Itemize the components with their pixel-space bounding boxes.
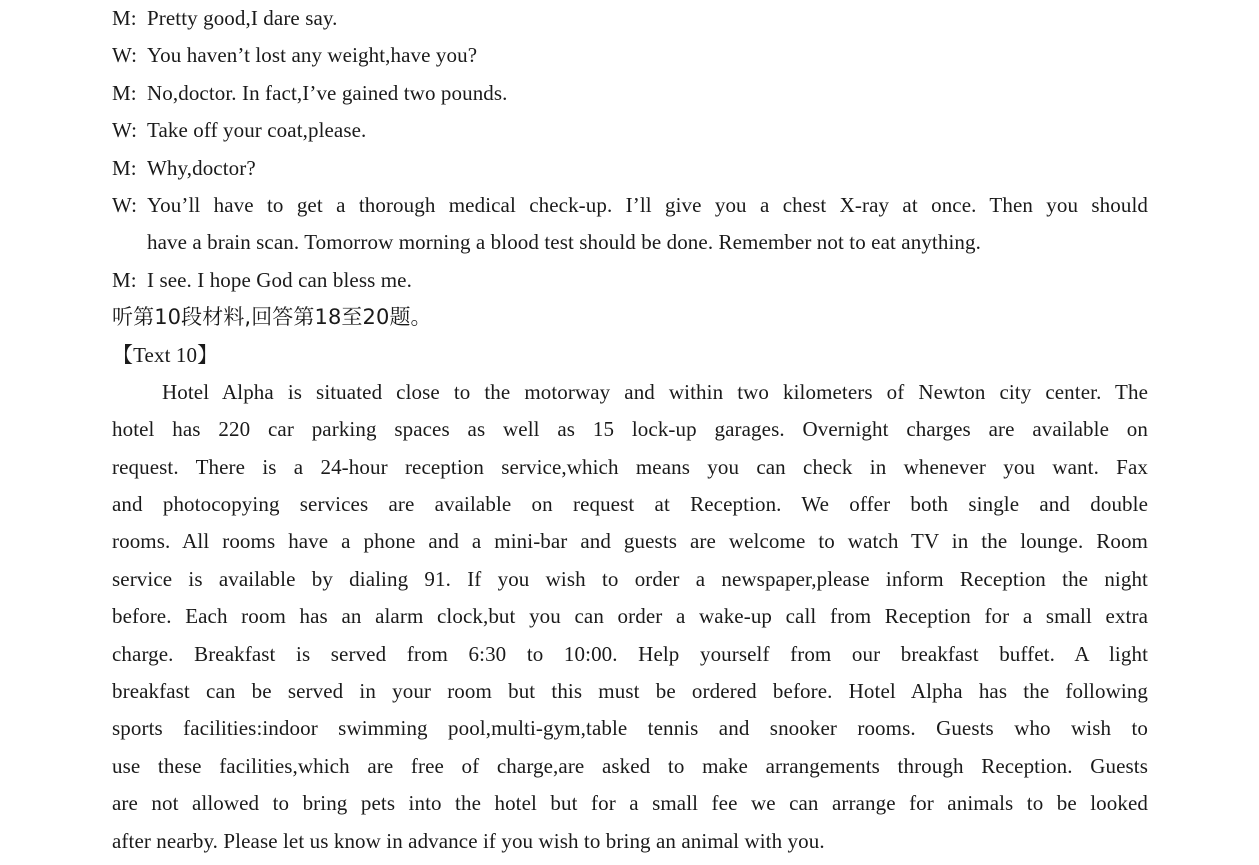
passage-line: sports facilities:indoor swimming pool,multi-gym,table tennis and snooker rooms. Guests who wish to bbox=[112, 716, 1148, 741]
dialogue-text: Why,doctor? bbox=[147, 155, 256, 180]
passage-line: charge. Breakfast is served from 6:30 to 10:00. Help yourself from our breakfast buffet. A light bbox=[112, 641, 1148, 666]
passage-line: before. Each room has an alarm clock,but you can order a wake-up call from Reception for a small extra bbox=[112, 604, 1148, 629]
dialogue-line bbox=[112, 75, 1148, 112]
speaker-label: M: bbox=[112, 155, 137, 180]
dialogue-line bbox=[112, 262, 1148, 299]
passage-line: and photocopying services are available on request at Reception. We offer both single and double bbox=[112, 492, 1148, 517]
passage-line: are not allowed to bring pets into the hotel but for a small fee we can arrange for animals to be looked bbox=[112, 791, 1148, 816]
passage-line: Hotel Alpha is situated close to the motorway and within two kilometers of Newton city center. The bbox=[162, 379, 1148, 404]
speaker-label: W: bbox=[112, 192, 138, 217]
speaker-label: M: bbox=[112, 6, 137, 30]
dialogue-text: No,doctor. In fact,I’ve gained two pounds. bbox=[147, 80, 508, 105]
section-label: 【Text 10】 bbox=[112, 342, 219, 367]
instruction-line: 听第10段材料,回答第18至20题。 bbox=[112, 305, 432, 330]
dialogue-continuation: have a brain scan. Tomorrow morning a blood test should be done. Remember not to eat anything. bbox=[147, 230, 981, 255]
speaker-label: W: bbox=[112, 43, 138, 68]
passage-line: after nearby. Please let us know in advance if you wish to bring an animal with you. bbox=[112, 828, 825, 853]
passage-line: request. There is a 24-hour reception service,which means you can check in whenever you want. Fax bbox=[112, 454, 1148, 479]
dialogue-text: I see. I hope God can bless me. bbox=[147, 267, 412, 292]
dialogue-line bbox=[112, 150, 1148, 187]
speaker-label: W: bbox=[112, 118, 138, 143]
dialogue-line bbox=[112, 112, 1148, 149]
dialogue-text: Take off your coat,please. bbox=[147, 118, 367, 143]
passage-line: hotel has 220 car parking spaces as well as 15 lock-up garages. Overnight charges are available on bbox=[112, 417, 1148, 442]
dialogue-line bbox=[112, 37, 1148, 74]
speaker-label: M: bbox=[112, 267, 137, 292]
dialogue-text: You haven’t lost any weight,have you? bbox=[147, 43, 478, 68]
speaker-label: M: bbox=[112, 80, 137, 105]
dialogue-line bbox=[112, 187, 1148, 224]
dialogue-text: Pretty good,I dare say. bbox=[147, 6, 338, 30]
passage-line: service is available by dialing 91. If you wish to order a newspaper,please inform Reception the night bbox=[112, 566, 1148, 591]
dialogue-text: You’ll have to get a thorough medical check-up. I’ll give you a chest X-ray at once. Then you should bbox=[147, 192, 1148, 217]
passage-line: use these facilities,which are free of charge,are asked to make arrangements through Reception. Guests bbox=[112, 753, 1148, 778]
dialogue-line bbox=[112, 0, 1148, 37]
passage bbox=[112, 374, 1148, 860]
document-page bbox=[112, 0, 1148, 860]
passage-line: rooms. All rooms have a phone and a mini-bar and guests are welcome to watch TV in the lounge. Room bbox=[112, 529, 1148, 554]
passage-line: breakfast can be served in your room but this must be ordered before. Hotel Alpha has the following bbox=[112, 679, 1148, 704]
